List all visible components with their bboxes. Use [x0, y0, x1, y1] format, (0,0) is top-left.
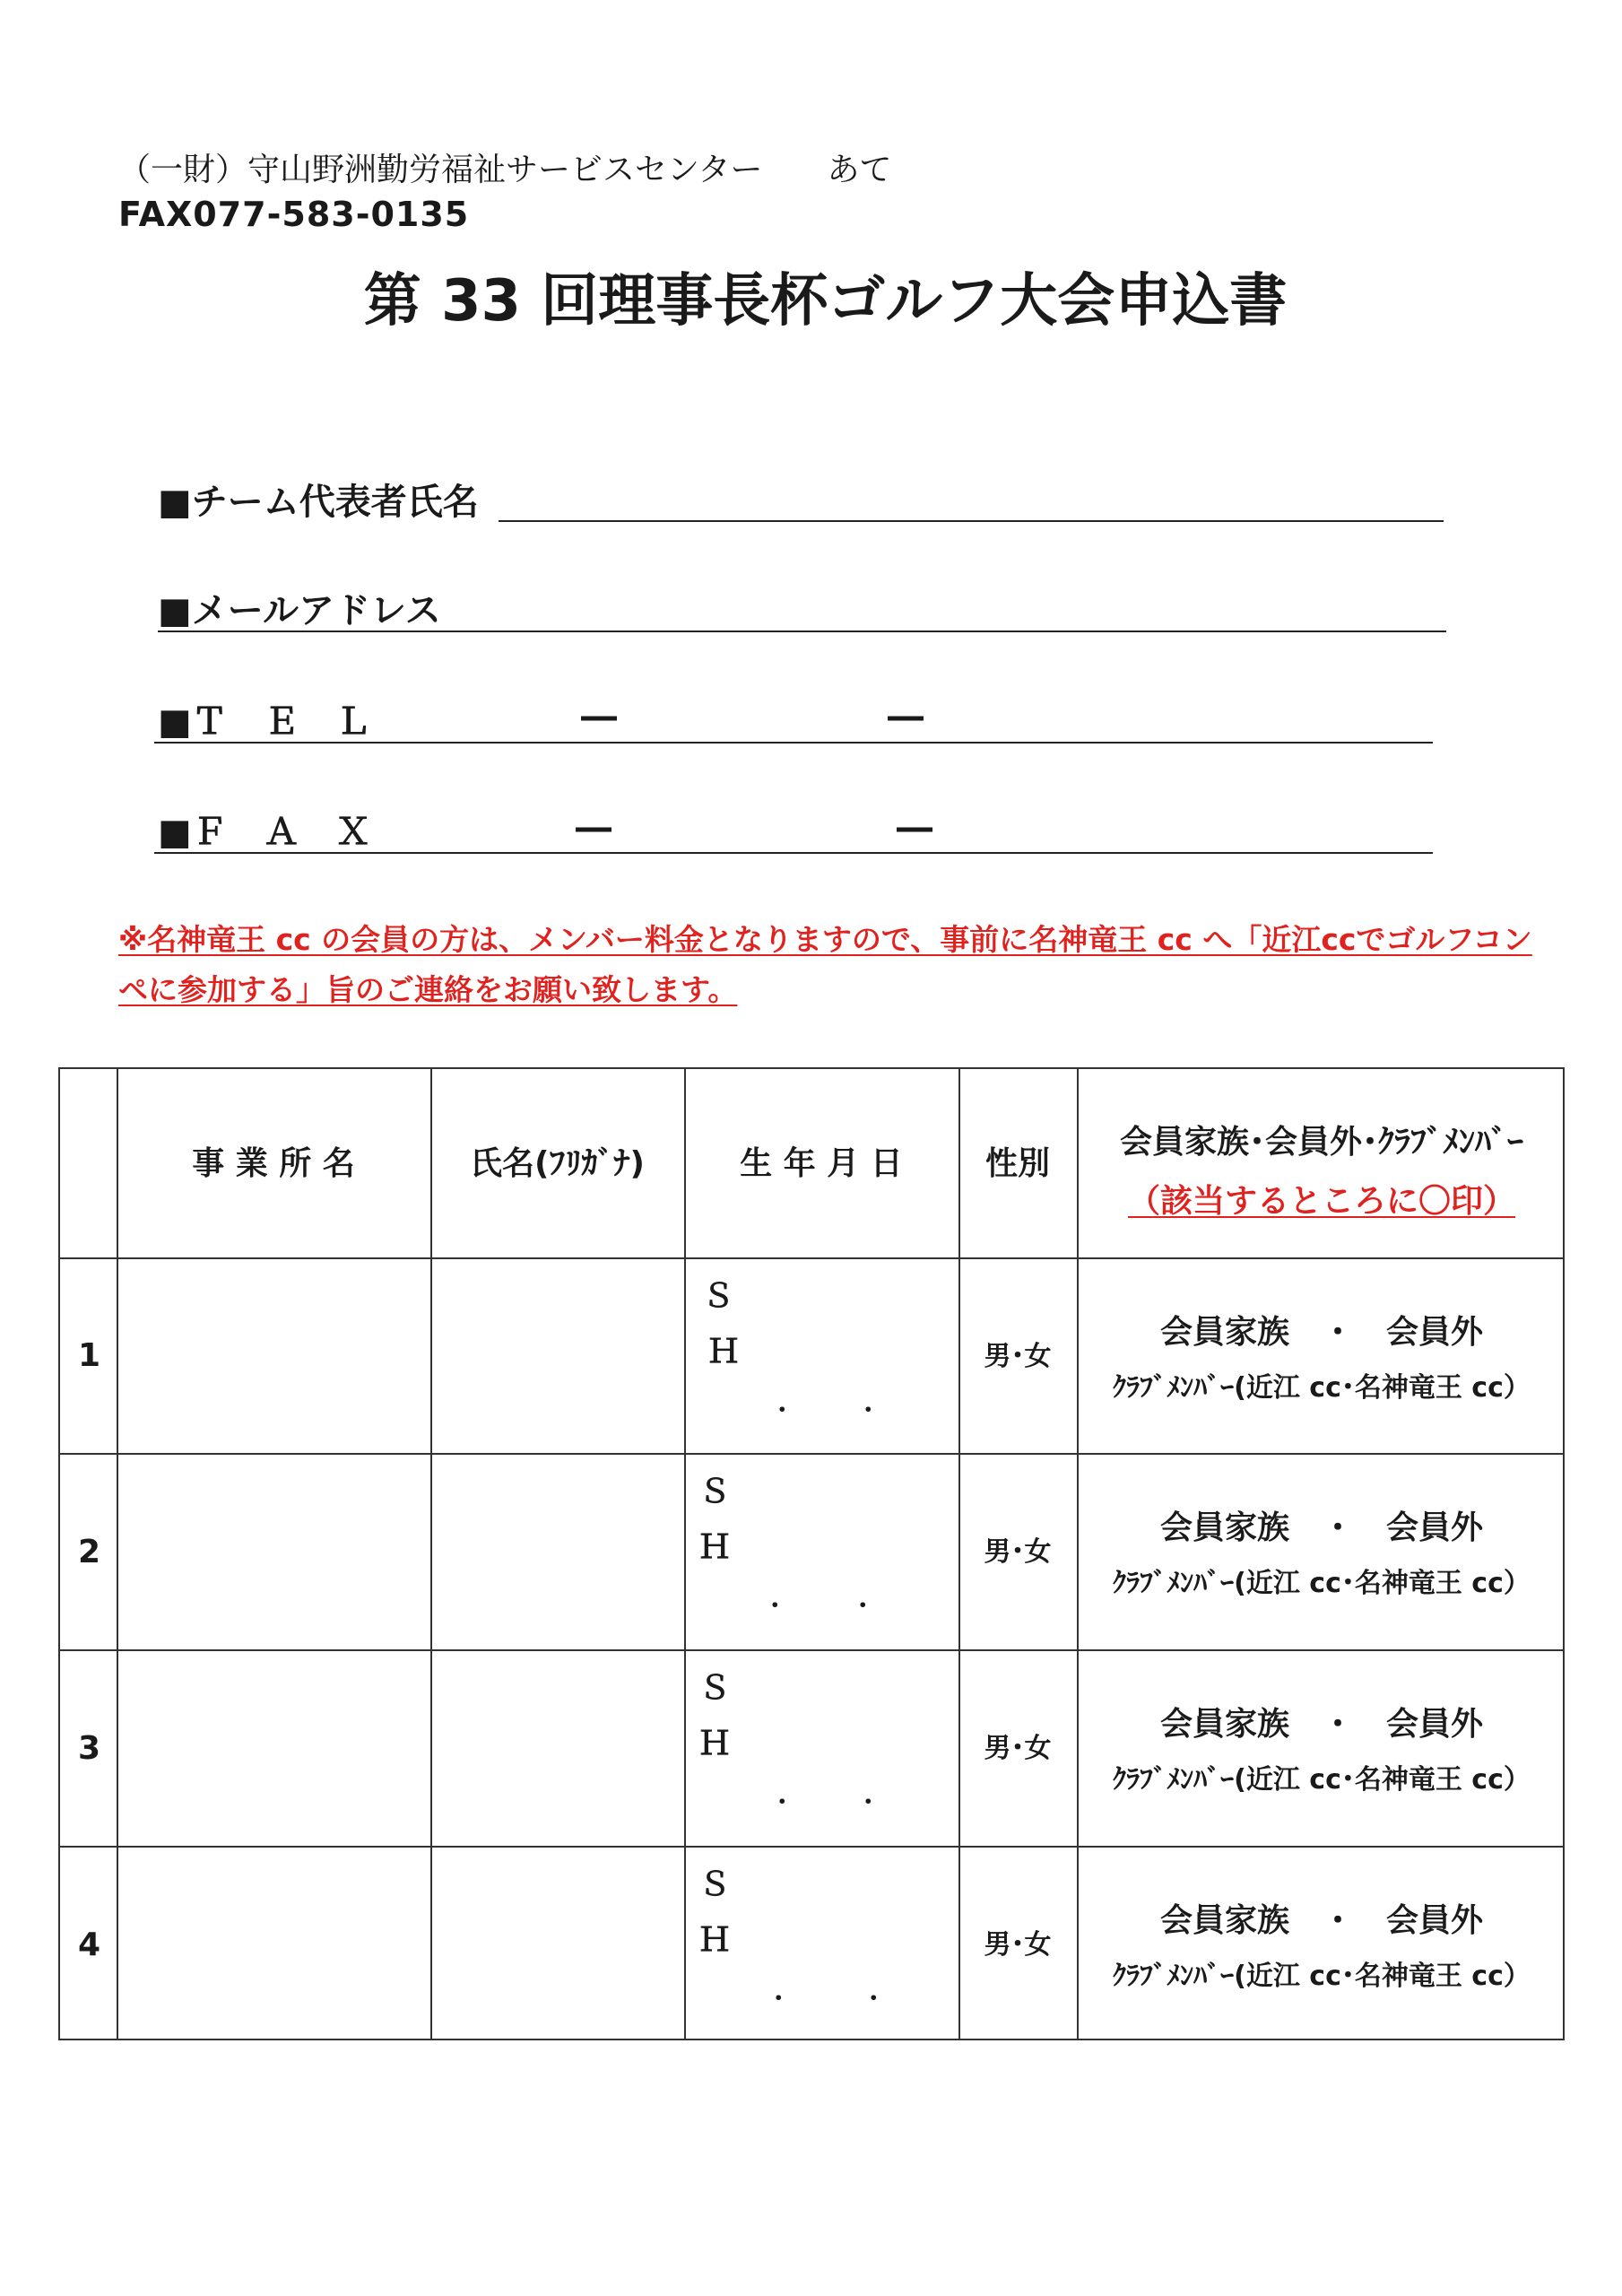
row-divider	[60, 1649, 1563, 1651]
era-showa: Ｓ	[698, 1866, 732, 1903]
fax-number: FAX077-583-0135	[118, 195, 470, 234]
row-divider	[60, 1453, 1563, 1455]
gender-choice[interactable]: 男･女	[984, 1536, 1052, 1568]
email-input-line[interactable]	[158, 631, 1446, 632]
representative-label: ■チーム代表者氏名	[158, 482, 479, 523]
row-number: 2	[78, 1534, 101, 1570]
date-separator: ．	[777, 1383, 808, 1419]
member-choice-primary[interactable]: 会員家族 ・ 会員外	[1159, 1509, 1483, 1546]
header-birthdate: 生 年 月 日	[740, 1145, 903, 1182]
tel-label: ■Ｔ Ｅ Ｌ	[158, 701, 371, 743]
email-label: ■メールアドレス	[158, 590, 441, 631]
col-divider	[117, 1069, 118, 2039]
era-heisei: Ｈ	[698, 1726, 732, 1762]
fax-label: ■Ｆ Ａ Ｘ	[158, 812, 371, 853]
row-number: 3	[78, 1730, 101, 1767]
col-divider	[430, 1069, 432, 2039]
gender-choice[interactable]: 男･女	[984, 1929, 1052, 1961]
header-member-note: （該当するところに〇印）	[1127, 1183, 1515, 1220]
tel-dash-1: ―	[581, 696, 617, 737]
date-separator: ．	[863, 1775, 894, 1811]
row-divider	[60, 1257, 1563, 1259]
era-showa: Ｓ	[702, 1278, 735, 1315]
era-showa: Ｓ	[698, 1670, 732, 1707]
recipient-line: （一財）守山野洲勤労福祉サービスセンター あて	[118, 152, 892, 188]
tel-input-line[interactable]	[154, 742, 1433, 744]
member-notice: ※名神竜王 cc の会員の方は、メンバー料金となりますので、事前に名神竜王 cc へ「近江ccでゴルフコンペに参加する」旨のご連絡をお願い致します。	[118, 922, 1532, 1007]
date-separator: ．	[774, 1971, 804, 2007]
representative-input-line[interactable]	[499, 520, 1444, 522]
form-title-text: 第 33 回理事長杯ゴルフ大会申込書	[363, 268, 1288, 335]
member-choice-primary[interactable]: 会員家族 ・ 会員外	[1159, 1314, 1483, 1351]
date-separator: ．	[858, 1578, 889, 1614]
fax-input-line[interactable]	[154, 852, 1433, 854]
form-title	[0, 265, 1622, 337]
date-separator: ．	[777, 1775, 808, 1811]
header-gender: 性別	[984, 1145, 1050, 1182]
era-heisei: Ｈ	[707, 1334, 741, 1370]
date-separator: ．	[869, 1971, 899, 2007]
era-showa: Ｓ	[698, 1474, 732, 1510]
header-office: 事 業 所 名	[192, 1145, 355, 1182]
tel-dash-2: ―	[888, 696, 924, 737]
application-table	[58, 1067, 1565, 2040]
member-choice-club[interactable]: ｸﾗﾌﾞﾒﾝﾊﾞｰ(近江 cc･名神竜王 cc）	[1113, 1764, 1531, 1796]
header-name: 氏名(ﾌﾘｶﾞﾅ)	[470, 1145, 645, 1182]
col-divider	[684, 1069, 686, 2039]
member-choice-club[interactable]: ｸﾗﾌﾞﾒﾝﾊﾞｰ(近江 cc･名神竜王 cc）	[1113, 1568, 1531, 1599]
era-heisei: Ｈ	[698, 1529, 732, 1566]
date-separator: ．	[770, 1578, 801, 1614]
row-number: 4	[78, 1926, 101, 1963]
member-choice-club[interactable]: ｸﾗﾌﾞﾒﾝﾊﾞｰ(近江 cc･名神竜王 cc）	[1113, 1372, 1531, 1404]
gender-choice[interactable]: 男･女	[984, 1733, 1052, 1764]
row-divider	[60, 1846, 1563, 1848]
gender-choice[interactable]: 男･女	[984, 1341, 1052, 1372]
date-separator: ．	[863, 1383, 894, 1419]
member-choice-primary[interactable]: 会員家族 ・ 会員外	[1159, 1902, 1483, 1939]
row-number: 1	[78, 1337, 101, 1374]
fax-dash-1: ―	[576, 807, 612, 848]
member-choice-primary[interactable]: 会員家族 ・ 会員外	[1159, 1706, 1483, 1743]
member-choice-club[interactable]: ｸﾗﾌﾞﾒﾝﾊﾞｰ(近江 cc･名神竜王 cc）	[1113, 1961, 1531, 1992]
header-member-type: 会員家族･会員外･ｸﾗﾌﾞﾒﾝﾊﾞｰ	[1119, 1124, 1523, 1161]
era-heisei: Ｈ	[698, 1922, 732, 1959]
fax-dash-2: ―	[897, 807, 932, 848]
